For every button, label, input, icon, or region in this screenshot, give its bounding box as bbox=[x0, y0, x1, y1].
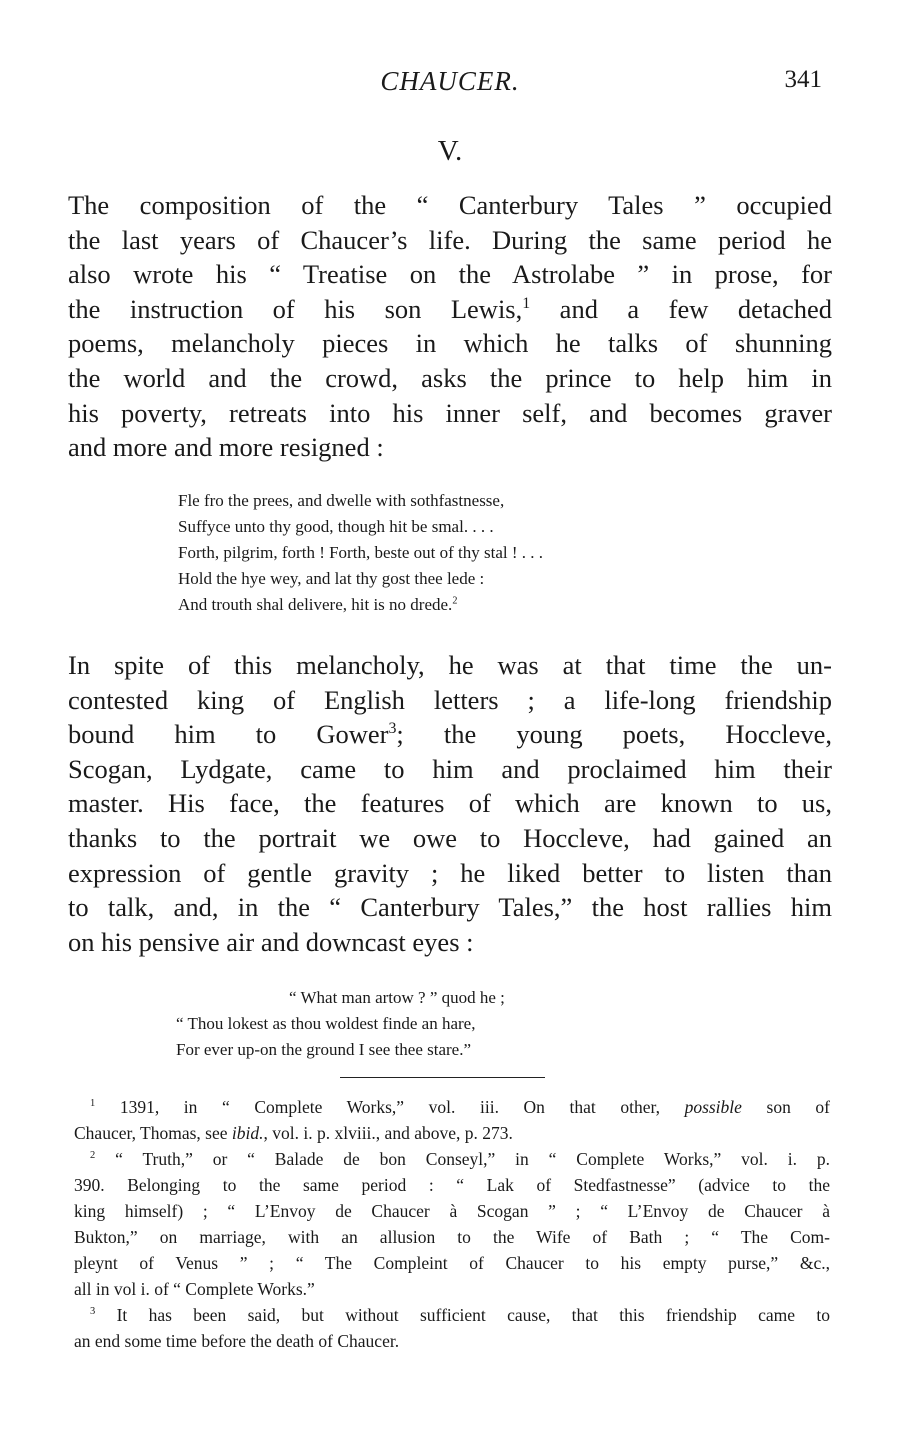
footnote-1 bbox=[74, 1094, 830, 1146]
text-line: The composition of the “ Canterbury Tales ” occupied bbox=[68, 190, 832, 220]
footnote-mark: 1 bbox=[90, 1098, 96, 1110]
footnote-ref-2: 2 bbox=[452, 595, 458, 607]
verse-line: Forth, pilgrim, forth ! Forth, beste out of thy stal ! . . . bbox=[178, 543, 543, 562]
text-fragment: And trouth shal delivere, hit is no drede. bbox=[178, 595, 453, 614]
running-title: CHAUCER. bbox=[380, 66, 520, 96]
verse-quote-2 bbox=[176, 985, 505, 1063]
text-fragment: son of bbox=[741, 1097, 831, 1117]
verse-line bbox=[178, 592, 543, 618]
footnote-line: king himself) ; “ L’Envoy de Chaucer à Scogan ” ; “ L’Envoy de Chaucer à bbox=[74, 1201, 830, 1221]
verse-line: “ What man artow ? ” quod he ; bbox=[289, 988, 505, 1007]
section-heading: V. bbox=[437, 135, 463, 167]
text-line: master. His face, the features of which are known to us, bbox=[68, 788, 832, 819]
text-line: on his pensive air and downcast eyes : bbox=[68, 926, 474, 957]
verse-line: For ever up-on the ground I see thee stare.” bbox=[176, 1040, 472, 1059]
text-line bbox=[68, 292, 832, 327]
text-line: expression of gentle gravity ; he liked better to listen than bbox=[68, 857, 832, 888]
text-line: also wrote his “ Treatise on the Astrolabe ” in prose, for bbox=[68, 259, 832, 290]
footnote-ref-1: 1 bbox=[522, 294, 531, 312]
text-fragment: the instruction of his son Lewis, bbox=[68, 293, 523, 324]
text-line: In spite of this melancholy, he was at that time the un- bbox=[68, 650, 832, 680]
footnote-ref-3: 3 bbox=[388, 720, 397, 738]
text-fragment: 1391, in “ Complete Works,” vol. iii. On that other, bbox=[95, 1097, 685, 1117]
text-line: the last years of Chaucer’s life. During the same period he bbox=[68, 224, 832, 255]
text-line: thanks to the portrait we owe to Hoccleve, had gained an bbox=[68, 822, 832, 853]
footnote-line: all in vol i. of “ Complete Works.” bbox=[74, 1279, 315, 1299]
footnote-line bbox=[74, 1094, 830, 1120]
text-fragment: and a few detached bbox=[530, 293, 832, 324]
page-number: 341 bbox=[784, 66, 822, 93]
text-fragment: Chaucer, Thomas, see bbox=[74, 1123, 232, 1143]
text-line: his poverty, retreats into his inner self, and becomes graver bbox=[68, 397, 832, 428]
text-line: to talk, and, in the “ Canterbury Tales,” the host rallies him bbox=[68, 892, 832, 923]
text-line: Scogan, Lydgate, came to him and proclaimed him their bbox=[68, 753, 832, 784]
footnote-line bbox=[74, 1146, 830, 1172]
running-head bbox=[0, 66, 900, 106]
verse-line: Hold the hye wey, and lat thy gost thee lede : bbox=[178, 569, 485, 588]
footnote-line: pleynt of Venus ” ; “ The Compleint of Chaucer to his empty purse,” &c., bbox=[74, 1253, 830, 1273]
italic-text: ibid. bbox=[231, 1123, 264, 1143]
italic-text: possible bbox=[684, 1097, 742, 1117]
footnote-divider bbox=[340, 1077, 545, 1078]
footnote-mark: 3 bbox=[90, 1306, 96, 1318]
footnote-line: Bukton,” on marriage, with an allusion to the Wife of Bath ; “ The Com- bbox=[74, 1227, 830, 1247]
text-line: poems, melancholy pieces in which he talks of shunning bbox=[68, 328, 832, 359]
text-line: and more and more resigned : bbox=[68, 432, 384, 463]
paragraph-2 bbox=[68, 648, 832, 959]
footnote-line bbox=[74, 1302, 830, 1328]
paragraph-1 bbox=[68, 188, 832, 465]
footnote-3 bbox=[74, 1302, 830, 1354]
footnote-mark: 2 bbox=[90, 1150, 96, 1162]
footnotes bbox=[74, 1094, 830, 1354]
verse-line: “ Thou lokest as thou woldest finde an hare, bbox=[176, 1014, 476, 1033]
footnote-line: an end some time before the death of Chaucer. bbox=[74, 1331, 400, 1351]
footnote-line: 390. Belonging to the same period : “ Lak of Stedfastnesse” (advice to the bbox=[74, 1175, 830, 1195]
text-line bbox=[68, 717, 832, 752]
footnote-2 bbox=[74, 1146, 830, 1302]
text-fragment: It has been said, but without sufficient cause, that this friendship came to bbox=[95, 1305, 830, 1325]
text-line: contested king of English letters ; a life-long friendship bbox=[68, 684, 832, 715]
text-fragment: “ Truth,” or “ Balade de bon Conseyl,” in “ Complete Works,” vol. i. p. bbox=[95, 1149, 830, 1169]
verse-line: Fle fro the prees, and dwelle with sothfastnesse, bbox=[178, 491, 505, 510]
text-fragment: , vol. i. p. xlviii., and above, p. 273. bbox=[263, 1123, 513, 1143]
text-fragment: bound him to Gower bbox=[68, 719, 389, 750]
text-fragment: ; the young poets, Hoccleve, bbox=[396, 719, 832, 750]
footnote-line bbox=[74, 1120, 830, 1146]
verse-quote-1 bbox=[178, 488, 543, 618]
verse-line: Suffyce unto thy good, though hit be smal. . . . bbox=[178, 517, 494, 536]
text-line: the world and the crowd, asks the prince to help him in bbox=[68, 362, 832, 393]
